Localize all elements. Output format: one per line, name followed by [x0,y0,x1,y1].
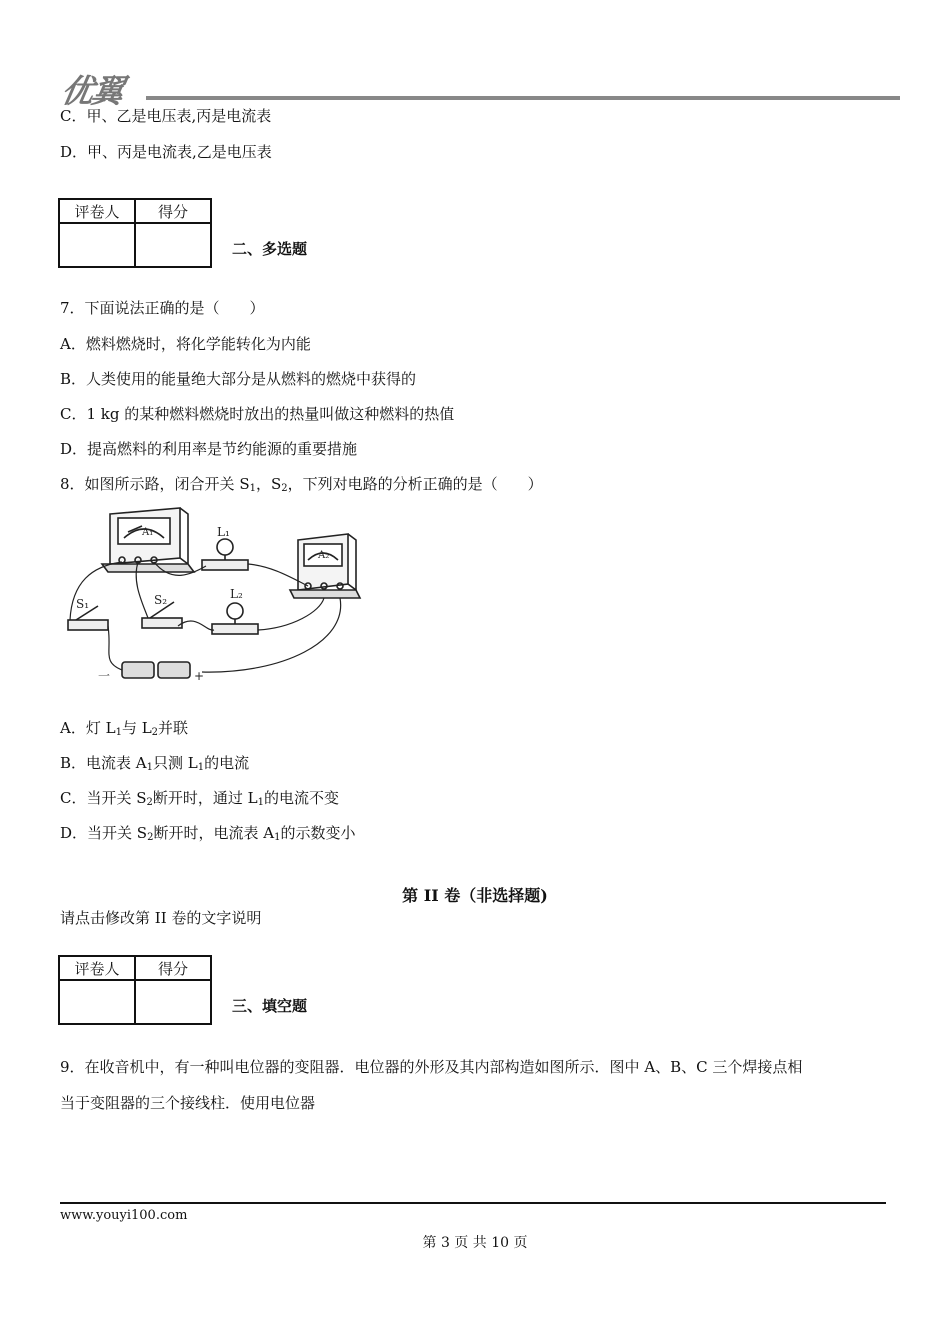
circuit-diagram [62,502,372,692]
score-table-score-header: 得分 [135,199,211,223]
q7-option-a: A．燃料燃烧时，将化学能转化为内能 [60,335,311,353]
q8-option-b-part-c: 的电流 [204,754,250,772]
bulb-l1 [202,525,248,570]
q8-option-d-part-a: D．当开关 S [60,824,148,842]
q8-option-c-part-c: 的电流不变 [264,789,340,807]
q6-option-d: D．甲、丙是电流表,乙是电压表 [60,143,272,161]
q8-option-b-part-a: B．电流表 A [60,754,147,772]
score-table-grader-cell [59,223,135,267]
logo-text: 优翼 [58,72,126,110]
score-table-1 [58,198,212,268]
q8-option-a-sub-1: 1 [115,727,122,738]
switch-s1 [68,597,108,630]
score-table-2-grader-header: 评卷人 [59,956,135,980]
switch-s1-label: S₁ [76,597,90,611]
q8-option-b-sub-2: 1 [197,762,205,773]
q9-line-2: 当于变阻器的三个接线柱．使用电位器 [60,1094,316,1112]
q8-option-a [60,718,188,743]
footer-url: www.youyi100.com [60,1208,188,1223]
ammeter-a2 [290,534,360,598]
ammeter-a2-label: A₂ [318,550,330,561]
ammeter-a1 [102,508,194,572]
footer-divider [60,1202,886,1204]
battery-plus-label: + [194,669,205,683]
footer-page-number: 第 3 页 共 10 页 [422,1235,528,1251]
section-2-title: 二、多选题 [232,240,308,258]
q8-option-a-part-a: A．灯 L [60,719,116,737]
q8-stem-sub-1: 1 [249,483,256,494]
q8-option-d-part-b: 断开时，电流表 A [153,824,275,842]
bulb-l2 [212,587,258,634]
switch-s2-label: S₂ [154,593,168,607]
q8-option-d-sub-2: 1 [274,832,281,843]
ammeter-a1-label: A₁ [142,527,154,538]
q8-stem-part-b: ，S [255,475,282,493]
q8-option-b-part-b: 只测 L [153,754,198,772]
q8-option-c [60,788,339,813]
q8-option-a-sub-2: 2 [151,727,159,738]
q8-option-d-sub-1: 2 [147,832,154,843]
q7-option-c: C．1 kg 的某种燃料燃烧时放出的热量叫做这种燃料的热值 [60,405,455,423]
q8-option-c-sub-1: 2 [146,797,153,808]
q8-option-c-part-a: C．当开关 S [60,789,147,807]
q9-line-1: 9．在收音机中，有一种叫电位器的变阻器．电位器的外形及其内部构造如图所示．图中 A、B、C 三个焊接点相 [60,1058,803,1076]
q7-option-b: B．人类使用的能量绝大部分是从燃料的燃烧中获得的 [60,370,417,388]
q8-option-a-part-b: 与 L [121,719,152,737]
q7-stem: 7．下面说法正确的是（ ） [60,299,265,317]
q8-option-c-sub-2: 1 [257,797,265,808]
bulb-l1-label: L₁ [217,525,230,539]
q8-stem-part-c: ，下列对电路的分析正确的是（ ） [287,475,543,493]
q8-option-a-part-c: 并联 [158,719,189,737]
q7-option-d: D．提高燃料的利用率是节约能源的重要措施 [60,440,358,458]
bulb-l2-label: L₂ [230,587,243,601]
battery-minus-label: 一 [98,669,111,683]
q8-option-b-sub-1: 1 [146,762,153,773]
score-table-2-score-cell [135,980,211,1024]
q8-stem [60,474,543,499]
q8-option-d [60,823,355,848]
score-table-2-grader-cell [59,980,135,1024]
section-3-title: 三、填空题 [232,997,308,1015]
score-table-2-score-header: 得分 [135,956,211,980]
score-table-grader-header: 评卷人 [59,199,135,223]
q6-option-c: C．甲、乙是电压表,丙是电流表 [60,107,272,125]
score-table-score-cell [135,223,211,267]
part-2-note: 请点击修改第 II 卷的文字说明 [60,909,262,927]
header-logo [58,66,902,110]
score-table-2 [58,955,212,1025]
logo-underline [146,96,900,100]
switch-s2 [142,593,182,628]
part-2-title: 第 II 卷（非选择题) [402,886,548,905]
q8-option-d-part-c: 的示数变小 [280,824,356,842]
q8-stem-part-a: 8．如图所示路，闭合开关 S [60,475,250,493]
q8-option-c-part-b: 断开时，通过 L [152,789,258,807]
q8-option-b [60,753,249,778]
q8-stem-sub-2: 2 [281,483,288,494]
